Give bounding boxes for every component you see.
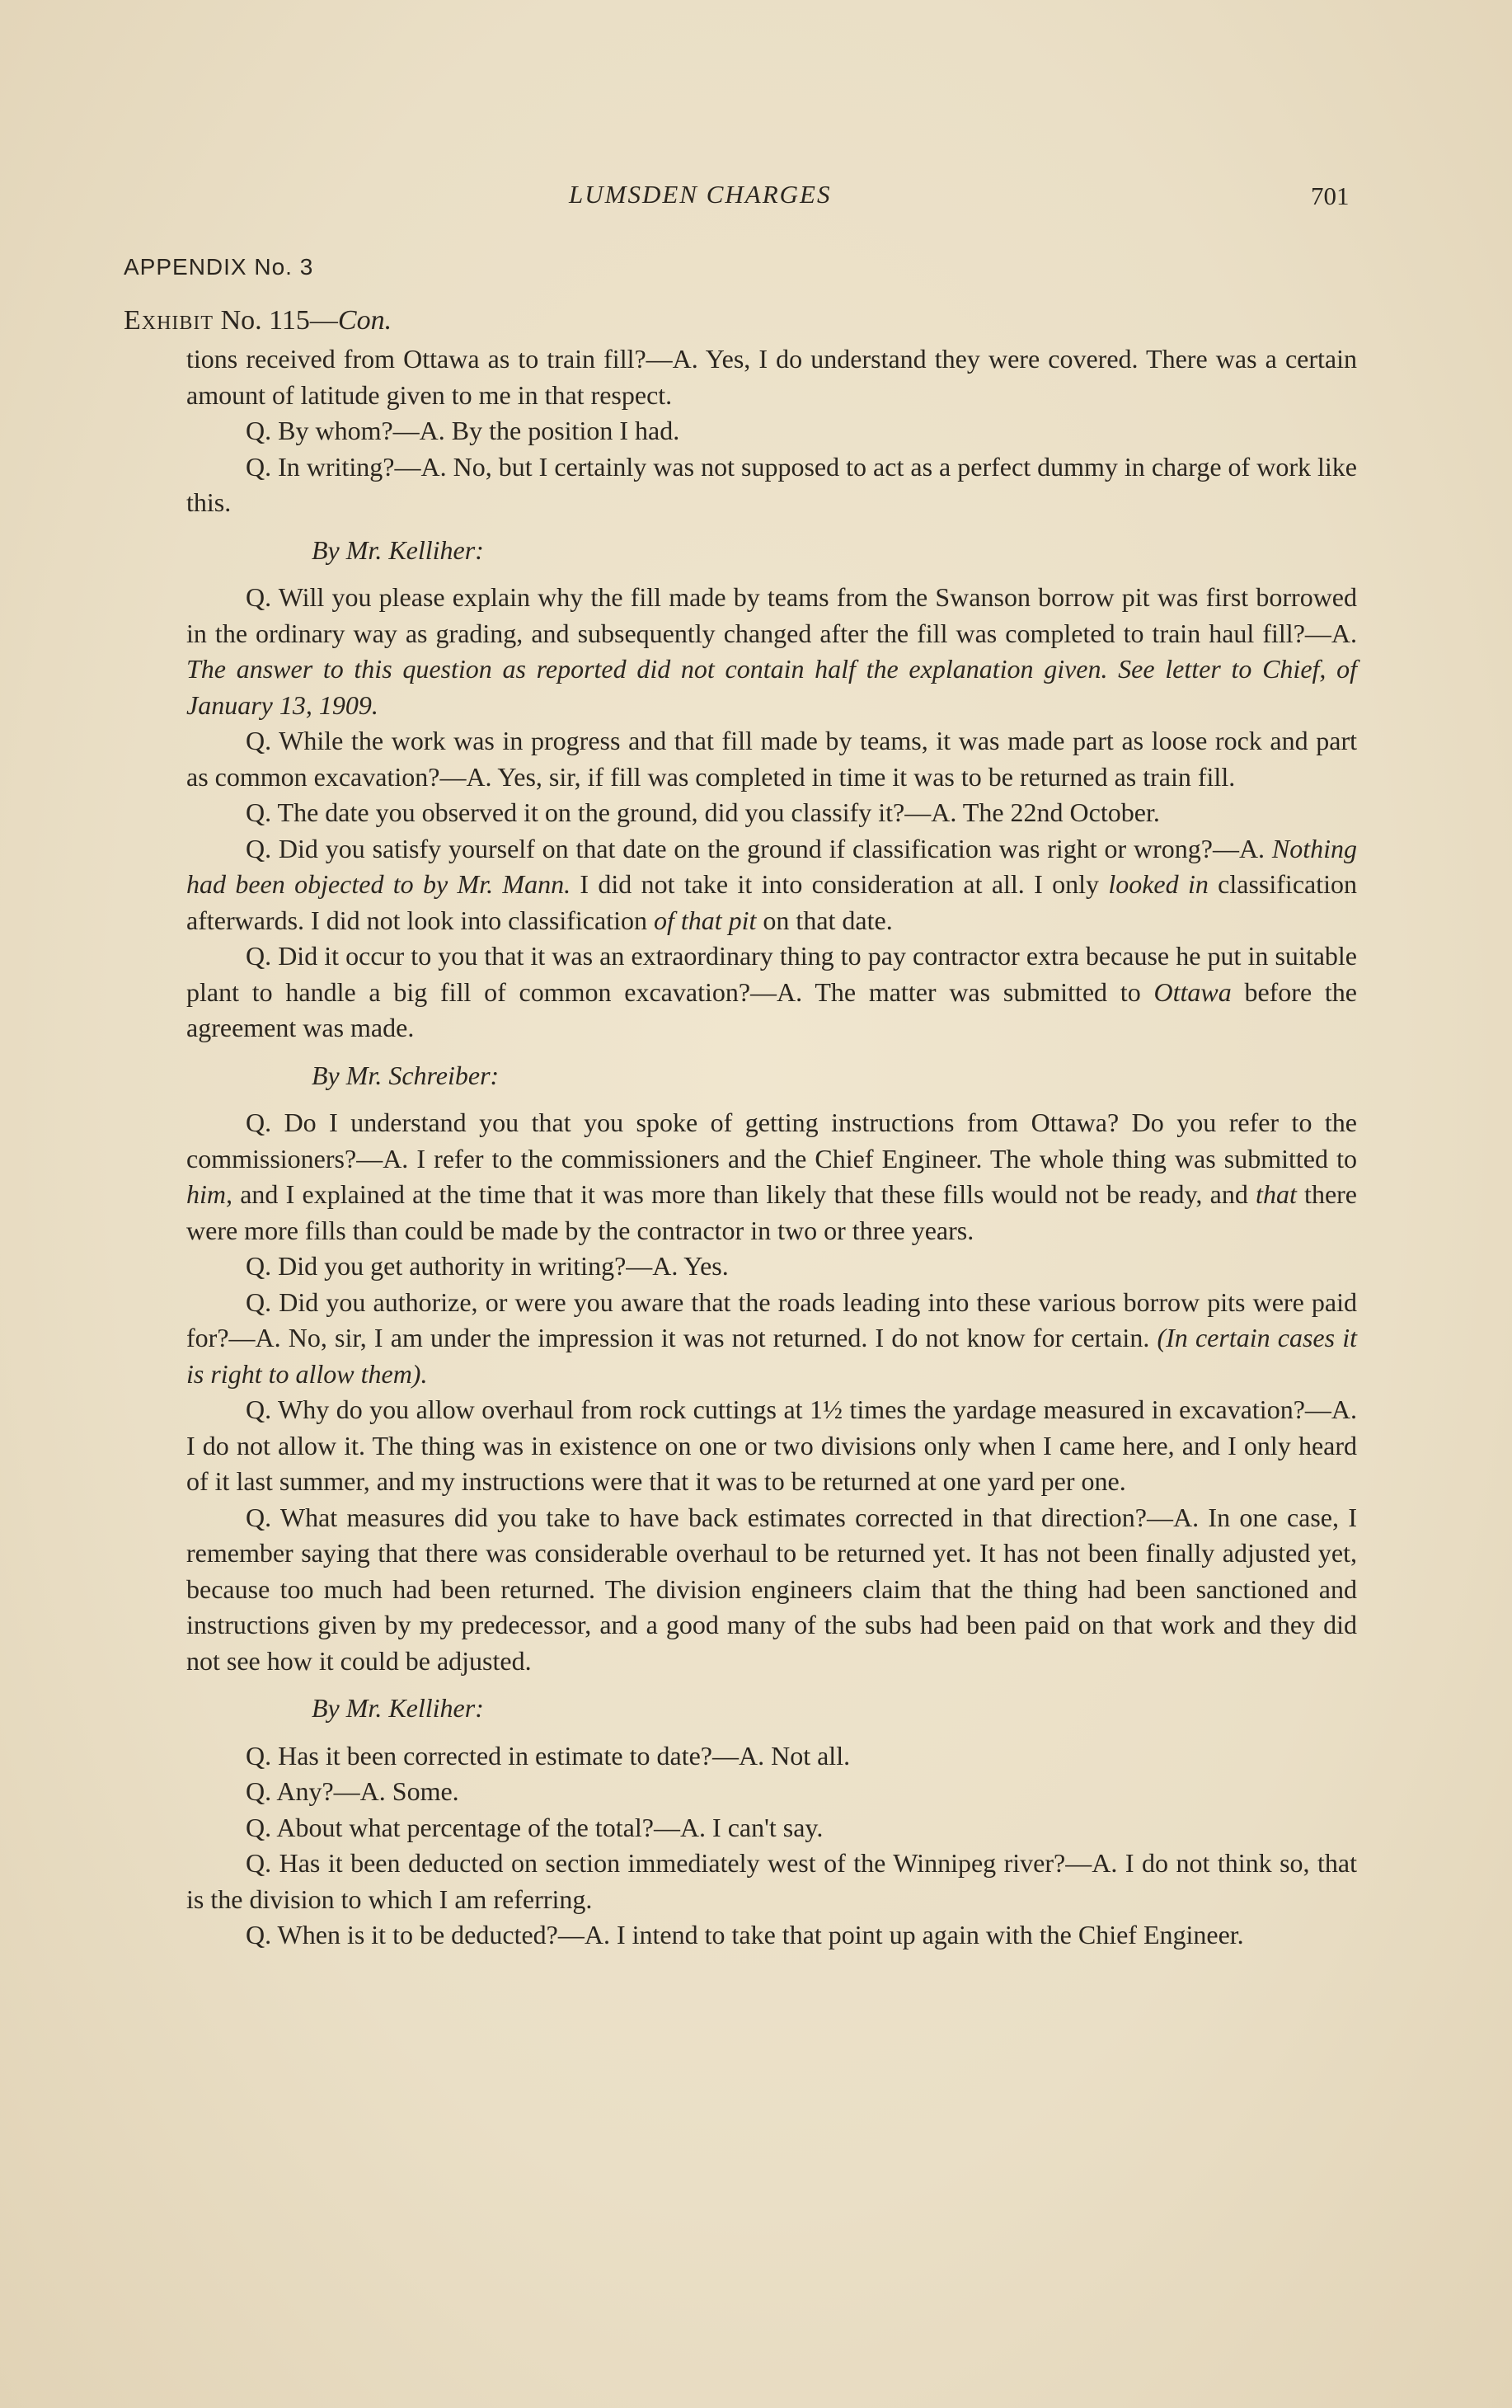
question-text: Q. Will you please explain why the fill made by teams from the Swanson borrow pit was first borrowed in the ordinary way as grading, and subsequently changed after the fill was completed to train haul fill?—A. [186,582,1357,648]
answer-text: and I explained at the time that it was more than likely that these fills would not be ready, and [232,1179,1256,1209]
paragraph: Q. By whom?—A. By the position I had. [246,416,680,445]
paragraph: Q. The date you observed it on the ground, did you classify it?—A. The 22nd October. [246,797,1160,827]
exhibit-label: Exhibit [124,305,214,336]
paragraph: Q. What measures did you take to have back estimates corrected in that direction?—A. In one case, I remember saying that there was considerable overhaul to be returned yet. It has not been finally adjusted yet, because too much had been returned. The division engineers claim that the thing had been sanctioned and instructions given by my predecessor, and a good many of the subs had been paid on that work and they did not see how it could be adjusted. [186,1502,1357,1676]
paragraph: Q. While the work was in progress and that fill made by teams, it was made part as loose rock and part as common excavation?—A. Yes, sir, if fill was completed in time it was to be returned as train fill. [186,726,1357,792]
italic-note: Nothing had been objected to by Mr. Mann. [186,833,1357,899]
speaker-heading: By Mr. Kelliher: [312,534,484,565]
paragraph [186,831,1357,939]
answer-text: before the agreement was made. [186,976,1358,1042]
paragraph: Q. In writing?—A. No, but I certainly was not supposed to act as a perfect dummy in charge of work like this. [186,451,1357,517]
paragraph: Q. Did you get authority in writing?—A. Yes. [246,1251,729,1281]
italic-note: of that pit [653,905,757,935]
answer-text: on that date. [756,905,893,935]
exhibit-number: No. 115— [220,305,338,336]
paragraph [186,580,1357,723]
paragraph: Q. About what percentage of the total?—A. I can't say. [246,1812,824,1842]
paragraph: Q. When is it to be deducted?—A. I intend to take that point up again with the Chief Engineer. [246,1920,1244,1949]
speaker-heading: By Mr. Kelliher: [312,1693,484,1723]
speaker-heading: By Mr. Schreiber: [312,1060,500,1090]
italic-note: looked in [1108,869,1209,899]
paragraph: Q. Has it been corrected in estimate to date?—A. Not all. [246,1740,851,1771]
exhibit-suffix: Con. [337,305,392,336]
exhibit-heading [124,305,392,336]
paragraph [186,938,1357,1046]
italic-note: that [1256,1179,1297,1209]
question-text: Q. Do I understand you that you spoke of getting instructions from Ottawa? Do you refer to the commissioners?—A. I refer to the commissioners and the Chief Engineer. The whole thing was submitted to [186,1108,1357,1173]
italic-note: (In certain cases it is right to allow them). [186,1323,1358,1389]
page-number: 701 [1311,181,1350,210]
italic-note: him, [186,1179,232,1209]
answer-text: classification afterwards. I did not look into classification [186,869,1357,935]
italic-note: The answer to this question as reported did not contain half the explanation given. See letter to Chief, of January 13, 1909. [186,654,1357,720]
question-text: Q. Did it occur to you that it was an extraordinary thing to pay contractor extra because he put in suitable plant to handle a big fill of common excavation?—A. The matter was submitted to [186,941,1357,1007]
answer-text: there were more fills than could be made by the contractor in two or three years. [186,1179,1358,1245]
answer-text: I did not take it into consideration at all. I only [571,869,1109,899]
appendix-label: APPENDIX No. 3 [124,254,314,280]
body-text [186,341,1357,1954]
paragraph [186,1105,1357,1249]
question-text: Q. Did you authorize, or were you aware that the roads leading into these various borrow pits were paid for?—A. No, sir, I am under the impression it was not returned. I do not know for certain. [186,1286,1357,1352]
paragraph: Q. Why do you allow overhaul from rock cuttings at 1½ times the yardage measured in excavation?—A. I do not allow it. The thing was in existence on one or two divisions only when I came here, and I only heard of it last summer, and my instructions were that it was to be returned at one yard per one. [186,1394,1357,1496]
question-text: Q. Did you satisfy yourself on that date on the ground if classification was right or wrong?—A. [246,833,1272,863]
running-head: LUMSDEN CHARGES [569,180,832,209]
italic-note: Ottawa [1153,976,1232,1007]
paragraph: tions received from Ottawa as to train fill?—A. Yes, I do understand they were covered. There was a certain amount of latitude given to me in that respect. [186,344,1357,410]
paragraph: Q. Has it been deducted on section immediately west of the Winnipeg river?—A. I do not think so, that is the division to which I am referring. [186,1848,1357,1914]
paragraph: Q. Any?—A. Some. [246,1776,459,1806]
paragraph [186,1285,1357,1393]
